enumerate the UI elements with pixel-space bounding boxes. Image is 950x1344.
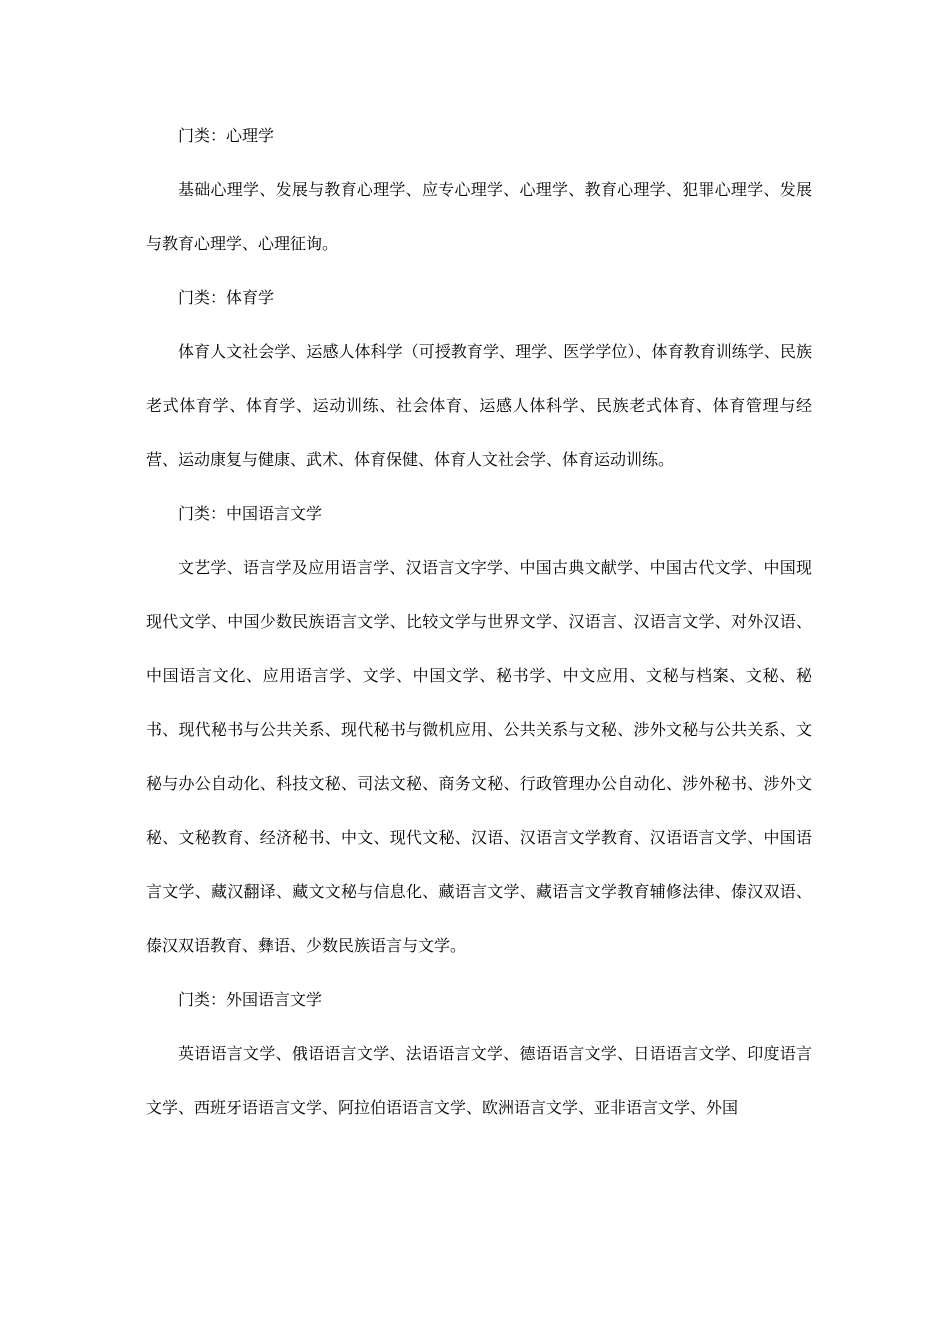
document-page xyxy=(146,109,812,1135)
section-psychology xyxy=(146,109,812,271)
section-paragraph: 基础心理学、发展与教育心理学、应专心理学、心理学、教育心理学、犯罪心理学、发展与教育心理学、心理征询。 xyxy=(146,180,812,253)
section-paragraph: 英语语言文学、俄语语言文学、法语语言文学、德语语言文学、日语语言文学、印度语言文学、西班牙语语言文学、阿拉伯语语言文学、欧洲语言文学、亚非语言文学、外国 xyxy=(146,1044,812,1117)
section-heading: 门类：体育学 xyxy=(178,288,275,307)
section-chinese-literature xyxy=(146,487,812,973)
section-heading: 门类：心理学 xyxy=(178,126,275,145)
section-foreign-literature xyxy=(146,973,812,1135)
section-heading: 门类：中国语言文学 xyxy=(178,504,323,523)
section-paragraph: 文艺学、语言学及应用语言学、汉语言文字学、中国古典文献学、中国古代文学、中国现现代文学、中国少数民族语言文学、比较文学与世界文学、汉语言、汉语言文学、对外汉语、中国语言文化、应用语言学、文学、中国文学、秘书学、中文应用、文秘与档案、文秘、秘书、现代秘书与公共关系、现代秘书与微机应用、公共关系与文秘、涉外文秘与公共关系、文秘与办公自动化、科技文秘、司法文秘、商务文秘、行政管理办公自动化、涉外秘书、涉外文秘、文秘教育、经济秘书、中文、现代文秘、汉语、汉语言文学教育、汉语语言文学、中国语言文学、藏汉翻译、藏文文秘与信息化、藏语言文学、藏语言文学教育辅修法律、傣汉双语、傣汉双语教育、彝语、少数民族语言与文学。 xyxy=(146,558,812,955)
section-sports xyxy=(146,271,812,487)
section-paragraph: 体育人文社会学、运感人体科学（可授教育学、理学、医学学位）、体育教育训练学、民族老式体育学、体育学、运动训练、社会体育、运感人体科学、民族老式体育、体育管理与经营、运动康复与健康、武术、体育保健、体育人文社会学、体育运动训练。 xyxy=(146,342,812,469)
section-heading: 门类：外国语言文学 xyxy=(178,990,323,1009)
